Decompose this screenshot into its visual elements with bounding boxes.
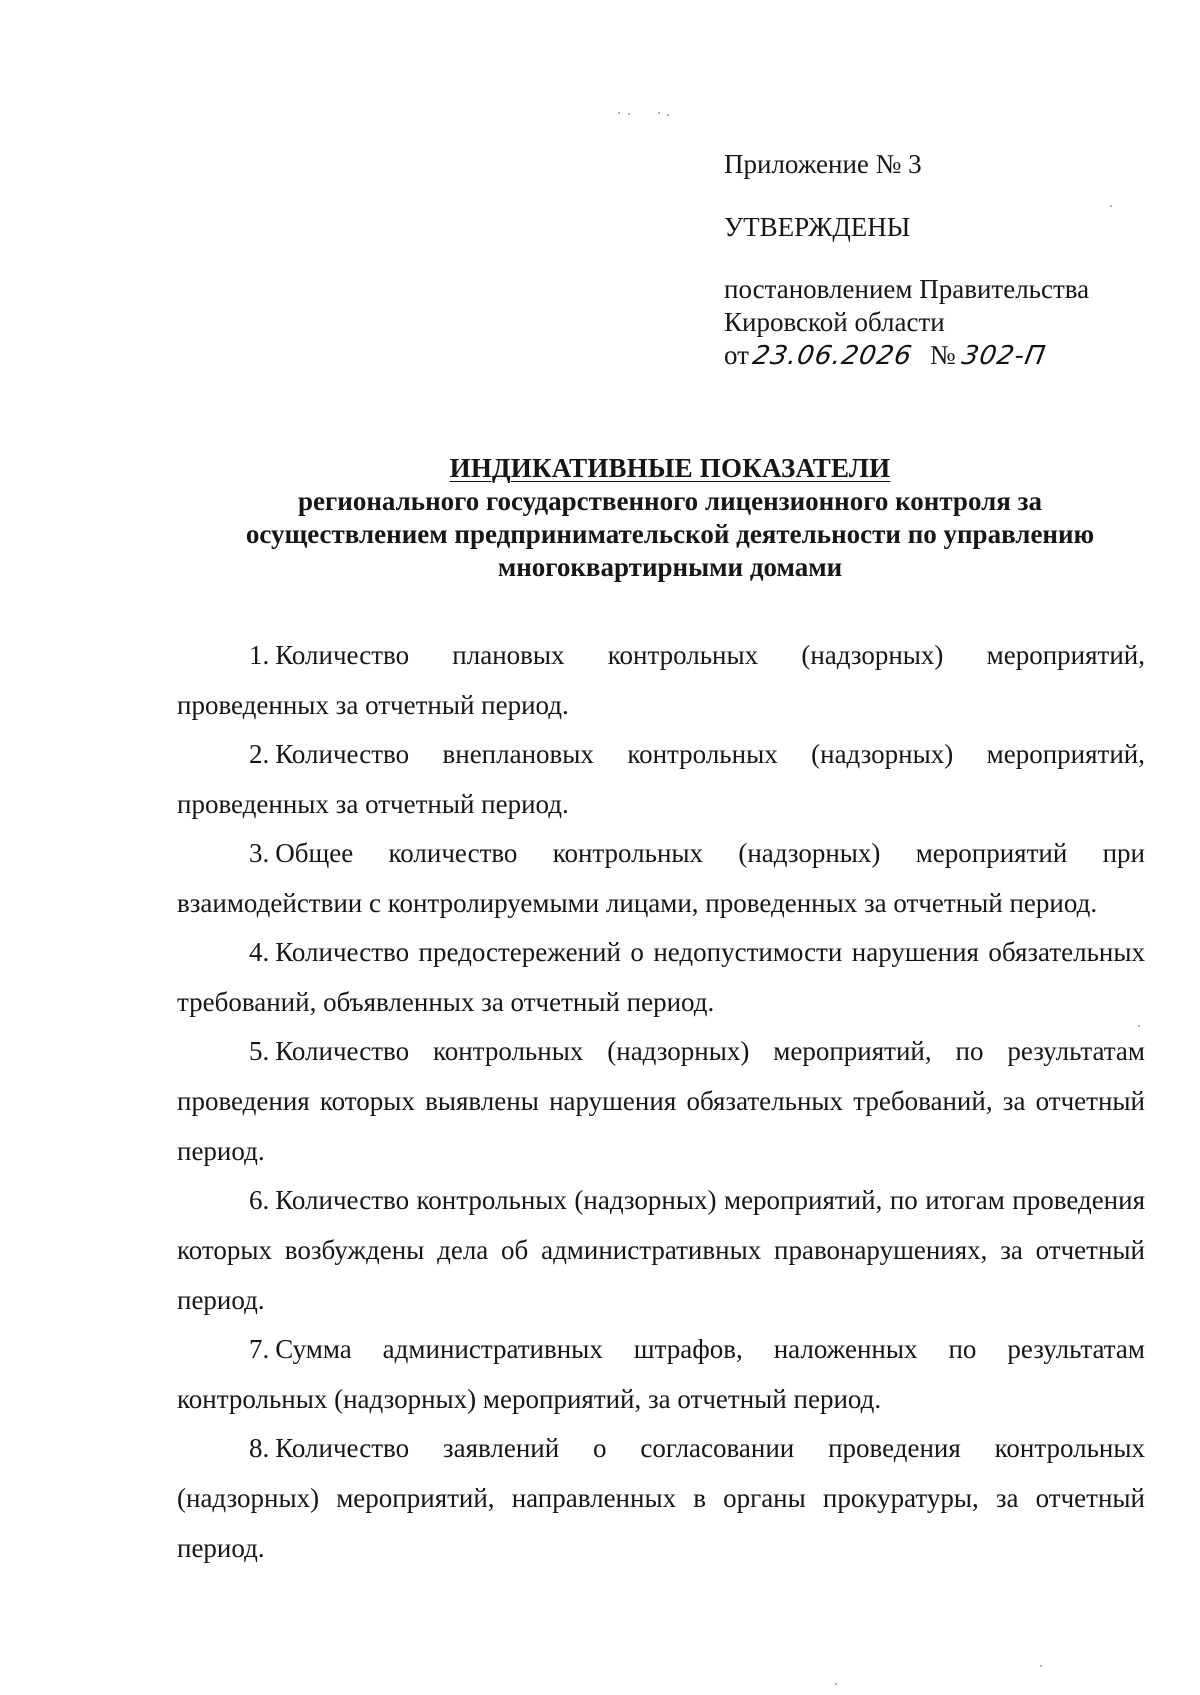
list-item <box>177 1026 1145 1176</box>
indicator-list <box>177 630 1145 1572</box>
approval-authority-line2: Кировской области <box>724 307 945 337</box>
list-item <box>177 729 1145 829</box>
handwritten-number: 302-П <box>959 341 1048 371</box>
scan-speck <box>667 114 669 116</box>
list-item <box>177 1324 1145 1424</box>
title-main: ИНДИКАТИВНЫЕ ПОКАЗАТЕЛИ <box>449 453 891 483</box>
item-number: 2. <box>249 739 270 769</box>
item-text: Сумма административных штрафов, наложенных по результатам контрольных (надзорных) мероприятий, за отчетный период. <box>177 1334 1145 1414</box>
scan-speck <box>1040 1665 1042 1667</box>
list-item <box>177 1175 1145 1325</box>
handwritten-date: 23.06.2026 <box>750 341 915 371</box>
title-sub-line1: регионального государственного лицензионного контроля за <box>298 486 1042 516</box>
title-sub-line3: многоквартирными домами <box>497 552 843 582</box>
item-number: 1. <box>249 640 270 670</box>
scan-speck <box>618 112 620 114</box>
item-number: 3. <box>249 838 270 868</box>
approval-authority-line1: постановлением Правительства <box>724 274 1090 304</box>
item-text: Общее количество контрольных (надзорных) мероприятий при взаимодействии с контролируемыми лицами, проведенных за отчетный период. <box>177 838 1145 918</box>
item-number: 6. <box>249 1185 270 1215</box>
item-text: Количество предостережений о недопустимости нарушения обязательных требований, объявленных за отчетный период. <box>177 937 1145 1017</box>
scan-speck <box>628 113 630 115</box>
item-number: 5. <box>249 1036 270 1066</box>
appendix-number: Приложение № 3 <box>724 149 922 179</box>
item-text: Количество контрольных (надзорных) мероприятий, по результатам проведения которых выявлены нарушения обязательных требований, за отчетный период. <box>177 1036 1145 1166</box>
list-item <box>177 927 1145 1027</box>
approval-block <box>724 148 1144 373</box>
list-item <box>177 1423 1145 1573</box>
scan-speck <box>658 112 660 114</box>
item-number: 4. <box>249 937 270 967</box>
item-number: 8. <box>249 1433 270 1463</box>
item-text: Количество заявлений о согласовании проведения контрольных (надзорных) мероприятий, направленных в органы прокуратуры, за отчетный период. <box>177 1433 1145 1563</box>
scan-speck <box>835 1683 837 1685</box>
list-item <box>177 630 1145 730</box>
approval-heading: УТВЕРЖДЕНЫ <box>724 212 911 242</box>
date-prefix: от <box>724 340 749 370</box>
list-item <box>177 828 1145 928</box>
number-prefix: № <box>929 340 956 370</box>
item-number: 7. <box>249 1334 270 1364</box>
item-text: Количество внеплановых контрольных (надзорных) мероприятий, проведенных за отчетный период. <box>177 739 1145 819</box>
item-text: Количество плановых контрольных (надзорных) мероприятий, проведенных за отчетный период. <box>177 640 1145 720</box>
approval-date-line <box>724 339 1144 373</box>
document-title <box>150 452 1190 584</box>
title-sub-line2: осуществлением предпринимательской деятельности по управлению <box>245 519 1095 549</box>
item-text: Количество контрольных (надзорных) мероприятий, по итогам проведения которых возбуждены дела об административных правонарушениях, за отчетный период. <box>177 1185 1145 1315</box>
